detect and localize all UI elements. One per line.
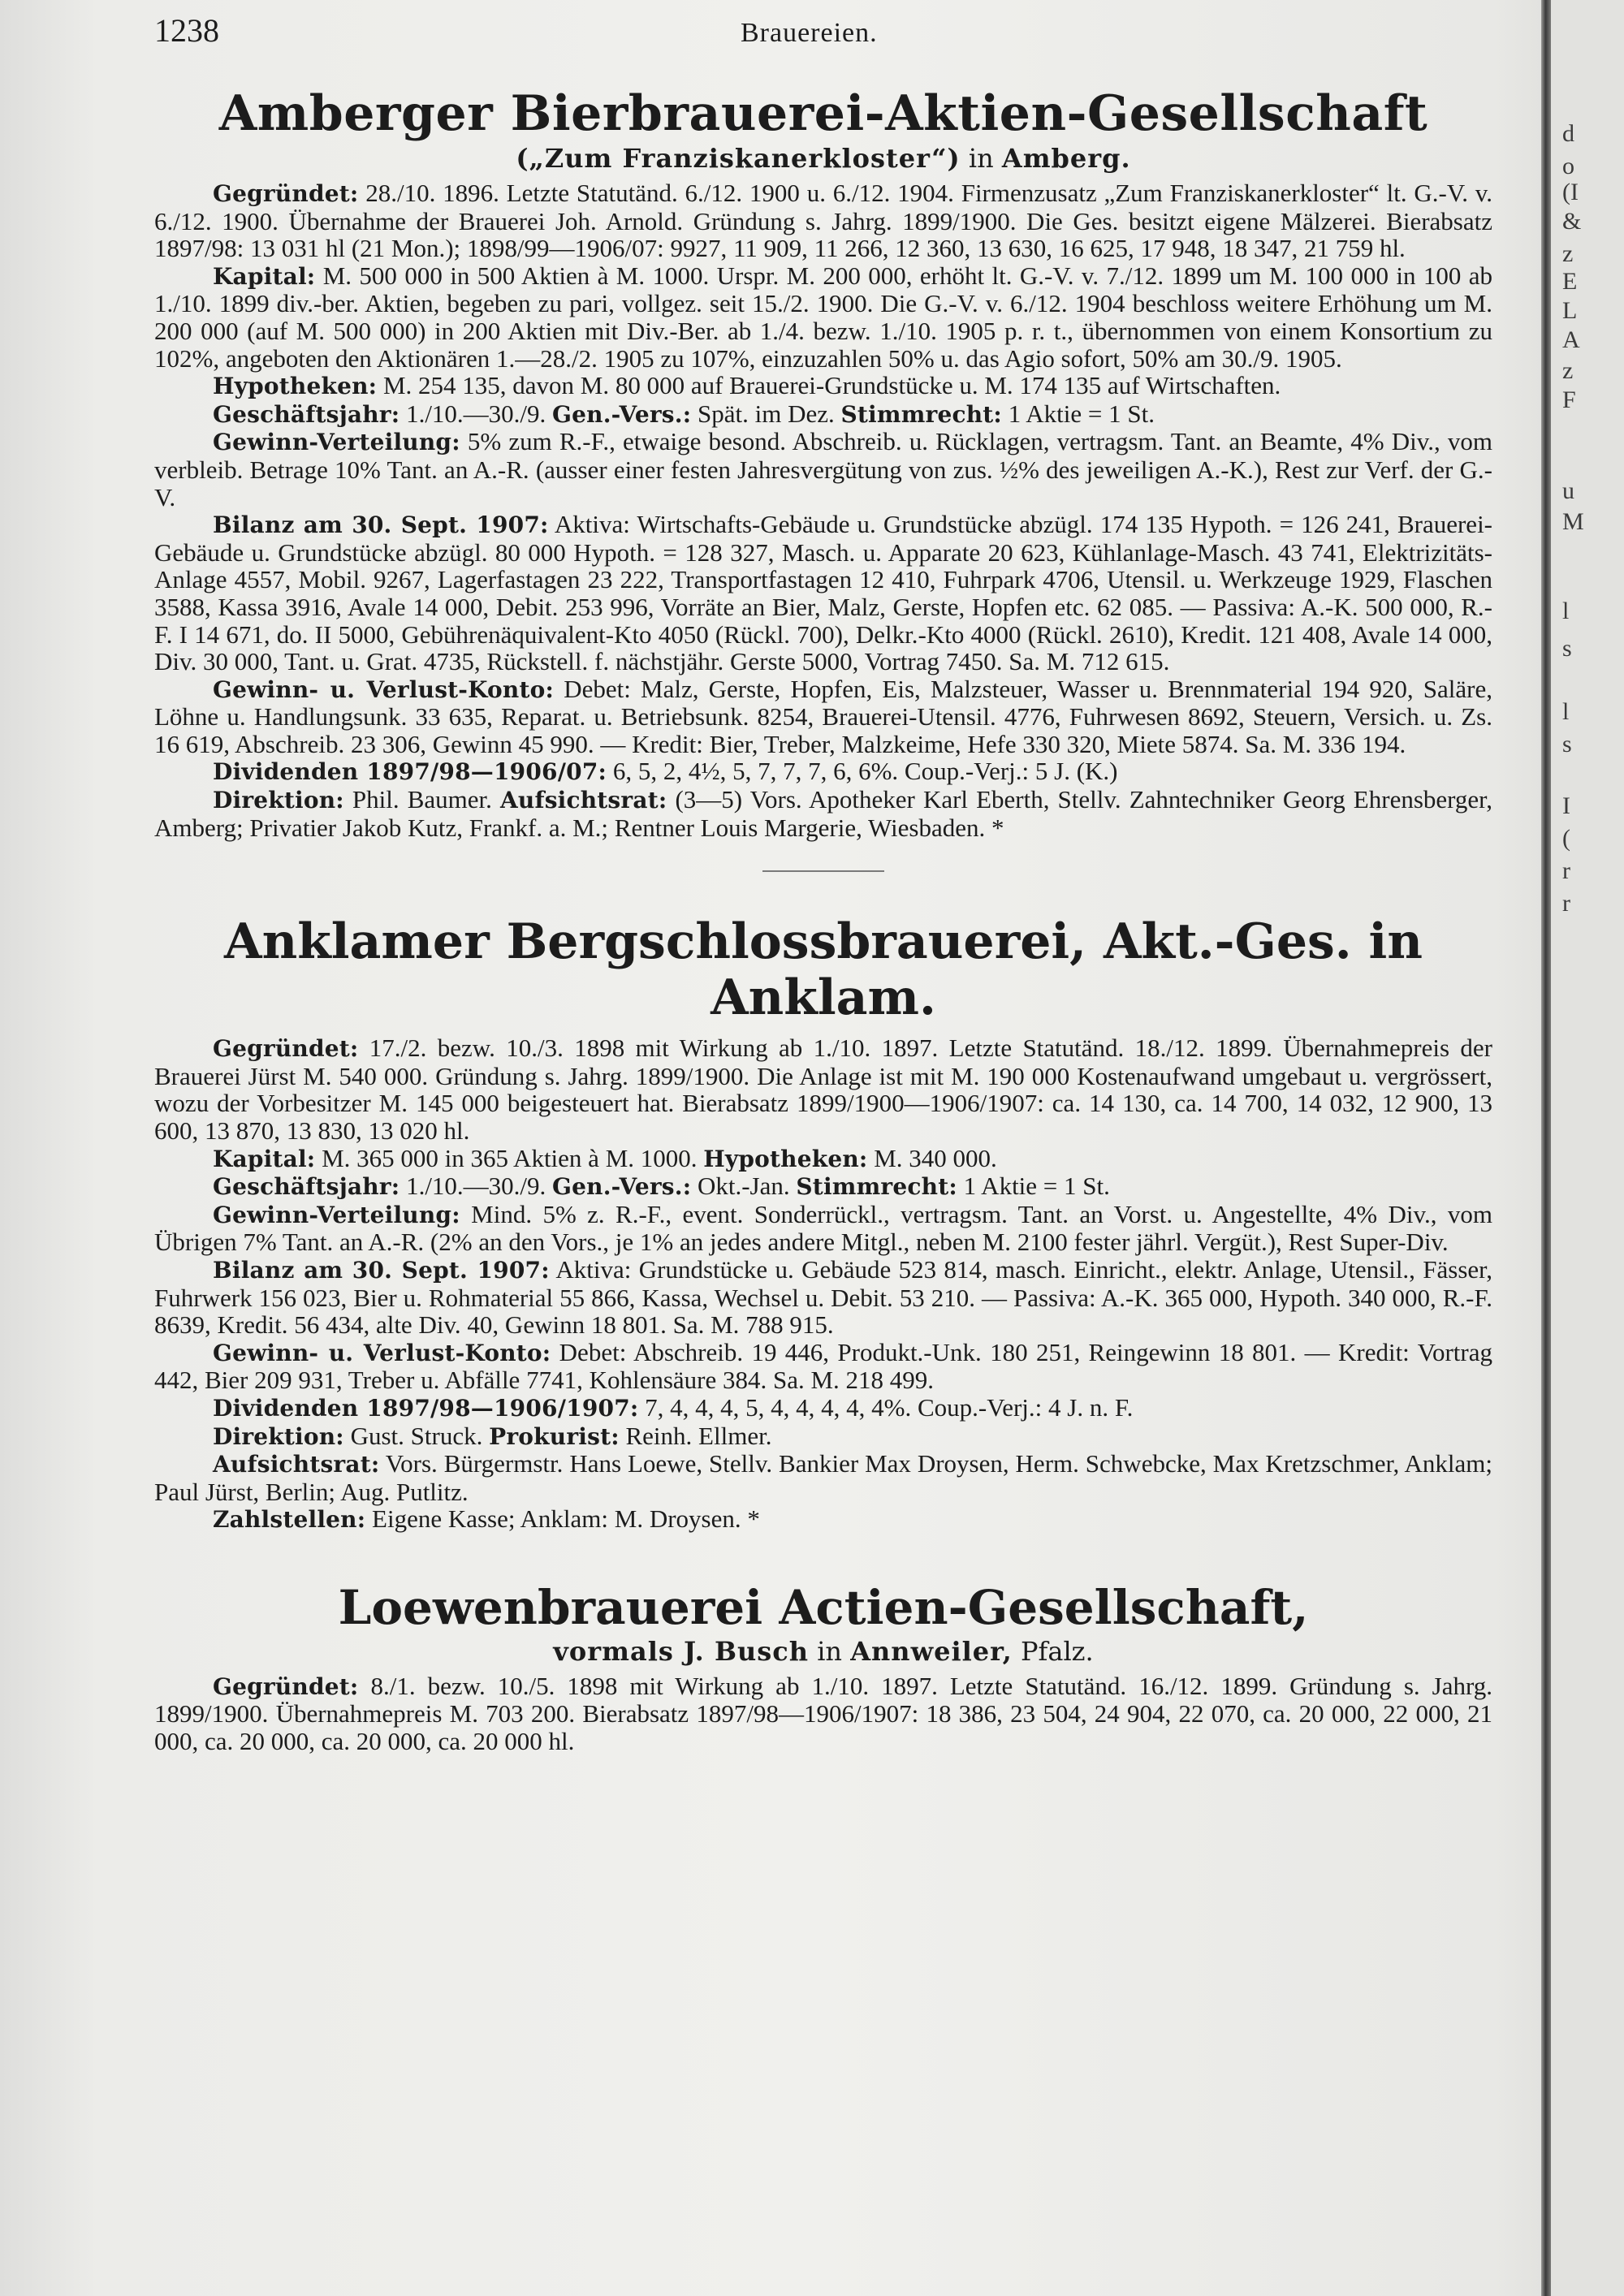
company-entry-amberger: [154, 86, 1492, 841]
paragraph-direktion: [154, 786, 1492, 841]
paragraph-gewinn-verteilung: [154, 428, 1492, 511]
adjacent-page-fragment: r: [1562, 890, 1570, 917]
running-head: Brauereien.: [741, 18, 878, 48]
field-text: Gust. Struck.: [343, 1421, 490, 1450]
field-label: Gewinn- u. Verlust-Konto:: [213, 675, 555, 703]
adjacent-page-fragment: E: [1562, 268, 1578, 295]
company-subtitle: [154, 142, 1492, 175]
field-text: Debet: Abschreib. 19 446, Produkt.-Unk. 180 251, Reingewinn 18 801. — Kredit: Vortrag 442, Bier 209 931, Treber u. Abfälle 7741, Kohlensäure 384. Sa. M. 218 499.: [154, 1337, 1492, 1395]
field-text: Mind. 5% z. R.-F., event. Sonderrückl., vertragsm. Tant. an Vorst. u. Angestellte, 4% Div., vom Übrigen 7% Tant. an A.-R. (2% an den Vors., je 1% an jedes andere Mitgl., neben M. 2100 fester jährl. Vergüt.), Rest Super-Div.: [154, 1199, 1492, 1257]
field-label: Gen.-Vers.:: [552, 1173, 692, 1201]
field-text: 5% zum R.-F., etwaige besond. Abschreib. u. Rücklagen, vertragsm. Tant. an Beamte, 4% Div., vom verbleib. Betrage 10% Tant. an A.-R. (ausser einer festen Jahresvergütung von zus. ½% des jeweiligen A.-K.), Rest zur Verf. der G.-V.: [154, 427, 1492, 511]
paragraph-hypotheken: [154, 372, 1492, 400]
subtitle-connector: in: [960, 143, 1002, 174]
field-label: Stimmrecht:: [796, 1173, 957, 1201]
field-text: 8./1. bezw. 10./5. 1898 mit Wirkung ab 1./10. 1897. Letzte Statutänd. 16./12. 1899. Gründung s. Jahrg. 1899/1900. Übernahmepreis M. 703 200. Bierabsatz 1897/98—1906/1907: 18 386, 23 504, 24 904, 22 070, ca. 20 000, 22 000, 21 000, ca. 20 000, ca. 20 000, ca. 20 000 hl.: [154, 1671, 1492, 1755]
field-label: Hypotheken:: [213, 373, 378, 400]
paragraph-gegruendet: [154, 1672, 1492, 1755]
paragraph-direktion: [154, 1422, 1492, 1451]
field-text: M. 500 000 in 500 Aktien à M. 1000. Urspr. M. 200 000, erhöht lt. G.-V. v. 7./12. 1899 um M. 100 000 in 100 ab 1./10. 1899 div.-ber. Aktien, begeben zu pari, vollgez. seit 15./2. 1900. Die G.-V. v. 6./12. 1904 beschloss weitere Erhöhung um M. 200 000 (auf M. 500 000) in 200 Aktien mit Div.-Ber. ab 1./4. bezw. 1./10. 1905 p. r. t., übernommen von einem Konsortium zu 102%, angeboten den Aktionären 1.—28./2. 1905 zu 107%, einzuzahlen 50% u. das Agio sofort, 50% am 30./9. 1905.: [154, 261, 1492, 373]
field-text: M. 254 135, davon M. 80 000 auf Brauerei-Grundstücke u. M. 174 135 auf Wirtschaften.: [377, 371, 1281, 400]
field-text: Aktiva: Grundstücke u. Gebäude 523 814, masch. Einricht., elektr. Anlage, Utensil., Fässer, Fuhrwerk 156 023, Bier u. Rohmaterial 55 866, Kassa, Wechsel u. Debit. 53 210. — Passiva: A.-K. 365 000, Hypoth. 340 000, R.-F. 8639, Kredit. 56 434, alte Div. 40, Gewinn 18 801. Sa. M. 788 915.: [154, 1255, 1492, 1340]
company-subtitle: [154, 1635, 1492, 1668]
adjacent-page-fragment: l: [1562, 598, 1570, 624]
company-title: Loewenbrauerei Actien-Gesellschaft,: [338, 1579, 1309, 1635]
adjacent-page-fragment: s: [1562, 731, 1572, 757]
paragraph-dividenden: [154, 1394, 1492, 1422]
field-text: 1 Aktie = 1 St.: [1001, 399, 1155, 428]
field-label: Kapital:: [213, 1145, 316, 1172]
field-text: Okt.-Jan.: [691, 1172, 797, 1201]
field-text: Debet: Malz, Gerste, Hopfen, Eis, Malzsteuer, Wasser u. Brennmaterial 194 920, Saläre, Löhne u. Handlungsunk. 33 635, Reparat. u. Betriebsunk. 8254, Brauerei-Utensil. 4776, Fuhrwesen 8692, Steuern, Versich. u. Zs. 16 619, Abschreib. 23 306, Gewinn 45 990. — Kredit: Bier, Treber, Malzkeime, Hefe 330 320, Miete 5874. Sa. M. 336 194.: [154, 674, 1492, 758]
subtitle-region: Pfalz.: [1012, 1635, 1094, 1667]
adjacent-page-fragment: l: [1562, 698, 1570, 725]
page-number: 1238: [154, 12, 219, 49]
paragraph-kapital: [154, 1145, 1492, 1173]
paragraph-aufsichtsrat: [154, 1450, 1492, 1505]
field-label: Prokurist:: [489, 1422, 620, 1450]
entry-gap: [154, 1534, 1492, 1581]
field-label: Aufsichtsrat:: [499, 787, 667, 814]
adjacent-page-strip: [1551, 0, 1624, 2296]
field-text: Spät. im Dez.: [691, 399, 841, 428]
paragraph-gewinn-verteilung: [154, 1201, 1492, 1256]
paragraph-gegruendet: [154, 179, 1492, 262]
field-text: Phil. Baumer.: [343, 785, 500, 814]
field-label: Bilanz am 30. Sept. 1907:: [213, 1257, 550, 1284]
field-label: Gegründet:: [213, 180, 359, 207]
field-text: 1./10.—30./9.: [400, 399, 553, 428]
paragraph-geschaeftsjahr: [154, 1172, 1492, 1201]
field-label: Direktion:: [213, 1422, 344, 1450]
field-label: Gewinn-Verteilung:: [213, 429, 460, 456]
company-title: Amberger Bierbrauerei-Aktien-Gesellschaft: [218, 85, 1428, 142]
paragraph-kapital: [154, 262, 1492, 372]
field-text: (3—5) Vors. Apotheker Karl Eberth, Stellv. Zahntechniker Georg Ehrensberger, Amberg; Privatier Jakob Kutz, Frankf. a. M.; Rentner Louis Margerie, Wiesbaden. *: [154, 785, 1493, 842]
subtitle-place: Annweiler,: [850, 1635, 1013, 1667]
field-text: Vors. Bürgermstr. Hans Loewe, Stellv. Bankier Max Droysen, Herm. Schwebcke, Max Kretzschmer, Anklam; Paul Jürst, Berlin; Aug. Putlitz.: [154, 1449, 1492, 1506]
field-label: Dividenden 1897/98—1906/1907:: [213, 1394, 639, 1422]
field-label: Dividenden 1897/98—1906/07:: [213, 758, 607, 786]
company-entry-anklamer: [154, 914, 1492, 1534]
paragraph-bilanz: [154, 511, 1492, 675]
field-label: Gewinn-Verteilung:: [213, 1201, 460, 1228]
field-text: 28./10. 1896. Letzte Statutänd. 6./12. 1900 u. 6./12. 1904. Firmenzusatz „Zum Franziskanerkloster“ lt. G.-V. v. 6./12. 1900. Übernahme der Brauerei Joh. Arnold. Gründung s. Jahrg. 1899/1900. Die Ges. besitzt eigene Mälzerei. Bierabsatz 1897/98: 13 031 hl (21 Mon.); 1898/99—1906/07: 9927, 11 909, 11 266, 12 360, 13 630, 16 625, 17 948, 18 347, 21 759 hl.: [154, 179, 1492, 263]
subtitle-part: vormals J. Busch: [553, 1635, 810, 1667]
field-label: Gegründet:: [213, 1035, 359, 1063]
page-content: [154, 86, 1492, 1754]
field-label: Geschäftsjahr:: [213, 1173, 400, 1201]
field-label: Gegründet:: [213, 1672, 359, 1700]
field-text: M. 340 000.: [867, 1143, 997, 1172]
subtitle-place: Amberg.: [1001, 143, 1131, 174]
field-label: Geschäftsjahr:: [213, 400, 400, 428]
paragraph-geschaeftsjahr: [154, 400, 1492, 429]
entry-separator: [762, 870, 884, 872]
field-label: Direktion:: [213, 787, 344, 814]
adjacent-page-fragment: z: [1562, 240, 1574, 267]
field-label: Hypotheken:: [703, 1145, 868, 1172]
adjacent-page-fragment: I: [1562, 792, 1570, 819]
adjacent-page-fragment: (: [1562, 825, 1570, 852]
field-text: 1./10.—30./9.: [400, 1172, 553, 1201]
paragraph-gewinn-verlust-konto: [154, 675, 1492, 758]
subtitle-part: („Zum Franziskanerkloster“): [516, 143, 961, 174]
field-text: 1 Aktie = 1 St.: [957, 1172, 1110, 1201]
field-text: 6, 5, 2, 4½, 5, 7, 7, 7, 6, 6%. Coup.-Verj.: 5 J. (K.): [607, 757, 1118, 786]
field-label: Bilanz am 30. Sept. 1907:: [213, 511, 549, 539]
paragraph-zahlstellen: [154, 1505, 1492, 1534]
adjacent-page-fragment: L: [1562, 297, 1578, 324]
adjacent-page-fragment: d: [1562, 120, 1574, 147]
field-text: Eigene Kasse; Anklam: M. Droysen. *: [365, 1504, 760, 1534]
field-label: Kapital:: [213, 262, 316, 290]
adjacent-page-fragment: F: [1562, 386, 1576, 413]
company-title: Anklamer Bergschlossbrauerei, Akt.-Ges. in Anklam.: [224, 913, 1423, 1027]
adjacent-page-fragment: A: [1562, 326, 1580, 353]
field-text: Aktiva: Wirtschafts-Gebäude u. Grundstücke abzügl. 174 135 Hypoth. = 126 241, Brauerei-Gebäude u. Grundstücke abzügl. 80 000 Hypoth. = 128 327, Masch. u. Apparate 20 623, Kühlanlage-Masch. 43 741, Elektrizitäts-Anlage 4557, Mobil. 9267, Lagerfastagen 23 222, Transportfastagen 12 410, Fuhrpark 4706, Utensil. u. Werkzeuge 1929, Flaschen 3588, Kassa 3916, Avale 14 000, Debit. 253 996, Vorräte an Bier, Malz, Gerste, Hopfen etc. 62 085. — Passiva: A.-K. 500 000, R.-F. I 14 671, do. II 5000, Gebührenäquivalent-Kto 4050 (Rückl. 700), Delkr.-Kto 4000 (Rückl. 2610), Kredit. 121 408, Avale 14 000, Div. 30 000, Tant. u. Grat. 4735, Rückstell. f. nächstjähr. Gerste 5000, Vortrag 7450. Sa. M. 712 615.: [154, 510, 1492, 676]
adjacent-page-fragment: u: [1562, 477, 1574, 504]
field-label: Zahlstellen:: [213, 1506, 366, 1534]
paragraph-gewinn-verlust-konto: [154, 1339, 1492, 1394]
field-label: Gen.-Vers.:: [552, 400, 692, 428]
field-text: 7, 4, 4, 4, 5, 4, 4, 4, 4, 4%. Coup.-Verj.: 4 J. n. F.: [638, 1392, 1134, 1422]
field-text: Reinh. Ellmer.: [619, 1421, 772, 1450]
subtitle-connector: in: [809, 1635, 851, 1667]
adjacent-page-fragment: o: [1562, 153, 1574, 179]
field-label: Stimmrecht:: [840, 400, 1002, 428]
company-entry-loewenbrauerei: [154, 1581, 1492, 1754]
book-gutter: [1541, 0, 1551, 2296]
adjacent-page-fragment: s: [1562, 635, 1572, 662]
field-text: 17./2. bezw. 10./3. 1898 mit Wirkung ab 1./10. 1897. Letzte Statutänd. 18./12. 1899. Übernahmepreis der Brauerei Jürst M. 540 000. Gründung s. Jahrg. 1899/1900. Die Anlage ist mit M. 190 000 Kostenaufwand umgebaut u. vergrössert, wozu der Vorbesitzer M. 145 000 beigesteuert hat. Bierabsatz 1899/1900—1906/1907: ca. 14 130, ca. 14 700, 14 032, 12 900, 13 600, 13 870, 13 830, 13 020 hl.: [154, 1034, 1492, 1146]
adjacent-page-fragment: (I: [1562, 179, 1579, 205]
adjacent-page-fragment: M: [1562, 508, 1584, 535]
adjacent-page-fragment: r: [1562, 857, 1570, 884]
field-text: M. 365 000 in 365 Aktien à M. 1000.: [315, 1143, 704, 1172]
field-label: Aufsichtsrat:: [213, 1451, 380, 1478]
adjacent-page-fragment: z: [1562, 357, 1574, 384]
field-label: Gewinn- u. Verlust-Konto:: [213, 1339, 551, 1366]
paragraph-gegruendet: [154, 1034, 1492, 1144]
paragraph-dividenden: [154, 757, 1492, 786]
paragraph-bilanz: [154, 1256, 1492, 1339]
adjacent-page-fragment: &: [1562, 208, 1582, 235]
